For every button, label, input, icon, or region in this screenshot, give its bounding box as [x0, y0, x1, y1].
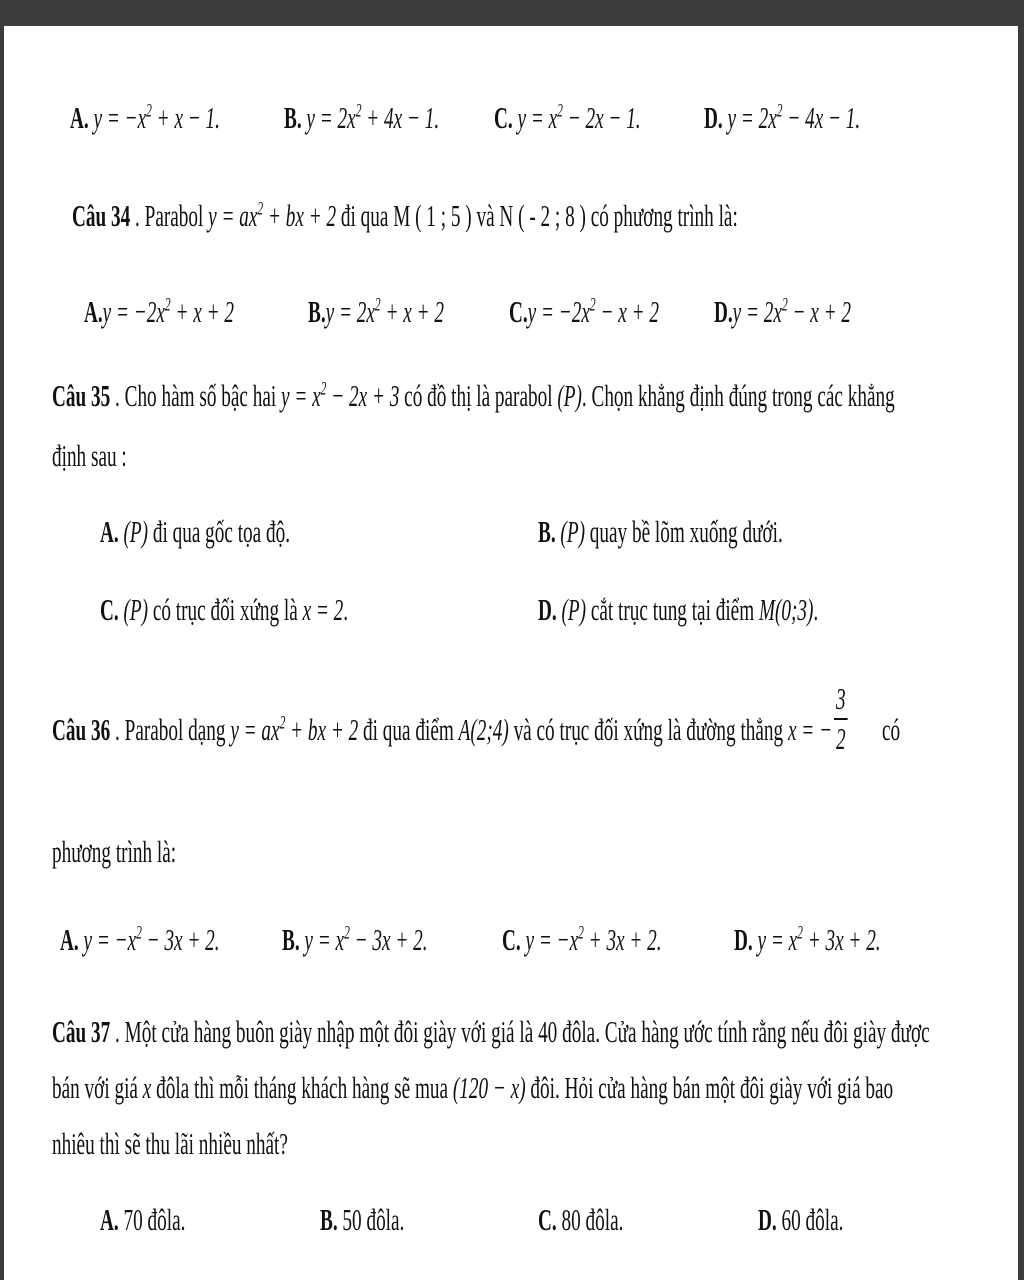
q37-option-a: A. 70 đôla. [100, 1202, 186, 1237]
document-page [4, 26, 1018, 1280]
q34-option-c: $C.y = -2x^2 - x + 2$ [509, 294, 659, 329]
q36-option-b: B. $y = x^2 - 3x + 2$. [282, 922, 428, 957]
q34-option-d: $D.y = 2x^2 - x + 2$ [714, 294, 852, 329]
top-bar [0, 0, 1024, 26]
q35-option-c: C. (P) có trục đối xứng là x = 2. [100, 592, 349, 627]
q37-option-b: B. 50 đôla. [320, 1202, 405, 1237]
q36-stem-line1: Câu 36 . Parabol dạng $y = ax^2$ + bx + 2 đi qua điểm A(2;4) và có trục đối xứng là đường thẳng x = − [52, 712, 833, 747]
q37-option-c: C. 80 đôla. [538, 1202, 624, 1237]
q33-option-c: C. $y = x^2 - 2x - 1$. [494, 100, 641, 135]
q35-option-a: A. (P) đi qua gốc tọa độ. [100, 514, 291, 549]
q34-option-b: $B.y = 2x^2 + x + 2$ [308, 294, 444, 329]
q36-option-d: D. $y = x^2 + 3x + 2$. [734, 922, 881, 957]
q33-option-a: A. $y = -x^2 + x - 1$. [70, 100, 220, 135]
q33-option-b: B. $y = 2x^2 + 4x - 1$. [284, 100, 440, 135]
q34-option-a: $A.y = -2x^2 + x + 2$ [84, 294, 234, 329]
q37-stem-line1: Câu 37 . Một cửa hàng buôn giày nhập một đôi giày với giá là 40 đôla. Cửa hàng ước tính rằng nếu đôi giày được [52, 1014, 930, 1049]
q36-option-a: A. $y = -x^2 - 3x + 2$. [60, 922, 220, 957]
q36-option-c: C. $y = -x^2 + 3x + 2$. [502, 922, 662, 957]
q37-stem-line2: bán với giá x đôla thì mỗi tháng khách hàng sẽ mua (120 − x) đôi. Hỏi cửa hàng bán một đôi giày với giá bao [52, 1070, 894, 1105]
q36-fraction: 3 2 [834, 682, 848, 756]
q34-stem: Câu 34 . Parabol $y = ax^2$ + bx + 2 đi qua M ( 1 ; 5 ) và N ( - 2 ; 8 ) có phương trình là: [72, 198, 738, 233]
q35-stem-line1: Câu 35 . Cho hàm số bậc hai $y = x^2 - 2x + 3$ có đồ thị là parabol (P). Chọn khẳng định đúng trong các khẳng [52, 378, 895, 413]
q33-option-d: D. $y = 2x^2 - 4x - 1$. [704, 100, 861, 135]
q37-stem-line3: nhiêu thì sẽ thu lãi nhiều nhất? [52, 1126, 288, 1161]
q37-option-d: D. 60 đôla. [758, 1202, 844, 1237]
q36-stem-tail: có [882, 712, 901, 747]
q35-option-b: B. (P) quay bề lõm xuống dưới. [538, 514, 783, 549]
q36-stem-line2: phương trình là: [52, 834, 177, 869]
q35-option-d: D. (P) cắt trục tung tại điểm M(0;3). [538, 592, 819, 627]
q35-stem-line2: định sau : [52, 438, 127, 473]
